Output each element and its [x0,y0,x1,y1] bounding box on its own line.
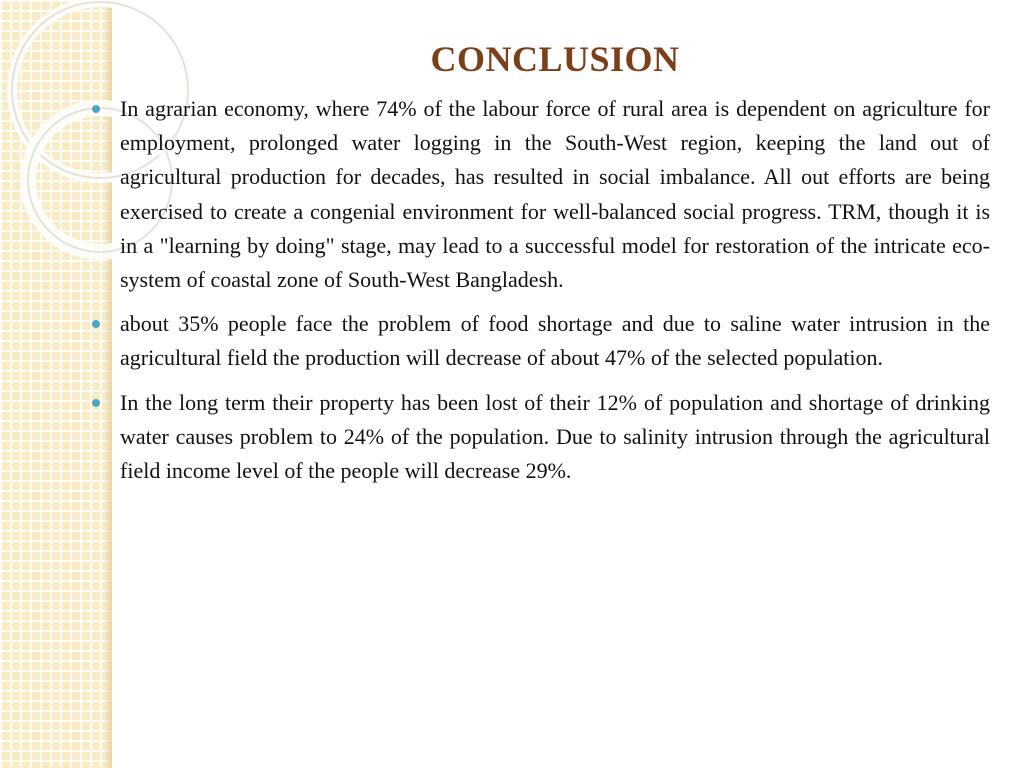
list-item [120,92,990,297]
bullet-text: In the long term their property has been lost of their 12% of population and shortage of drinking water causes problem to 24% of the population. Due to salinity intrusion through the agricultural field income level of the people will decrease 29%. [120,389,990,484]
bullet-text: In agrarian economy, where 74% of the labour force of rural area is dependent on agriculture for employment, prolonged water logging in the South-West region, keeping the land out of agricultural production for decades, has resulted in social imbalance. All out efforts are being exercised to create a congenial environment for well-balanced social progress. TRM, though it is in a "learning by doing" stage, may lead to a successful model for restoration of the intricate eco-system of coastal zone of South-West Bangladesh. [120,96,990,293]
bullet-text: about 35% people face the problem of food shortage and due to saline water intrusion in the agricultural field the production will decrease of about 47% of the selected population. [120,311,990,371]
bullet-dot-icon [92,399,100,407]
list-item [120,307,990,375]
page-title: CONCLUSION [430,39,680,79]
bullet-list [120,92,990,498]
list-item [120,386,990,489]
bullet-dot-icon [92,105,100,113]
